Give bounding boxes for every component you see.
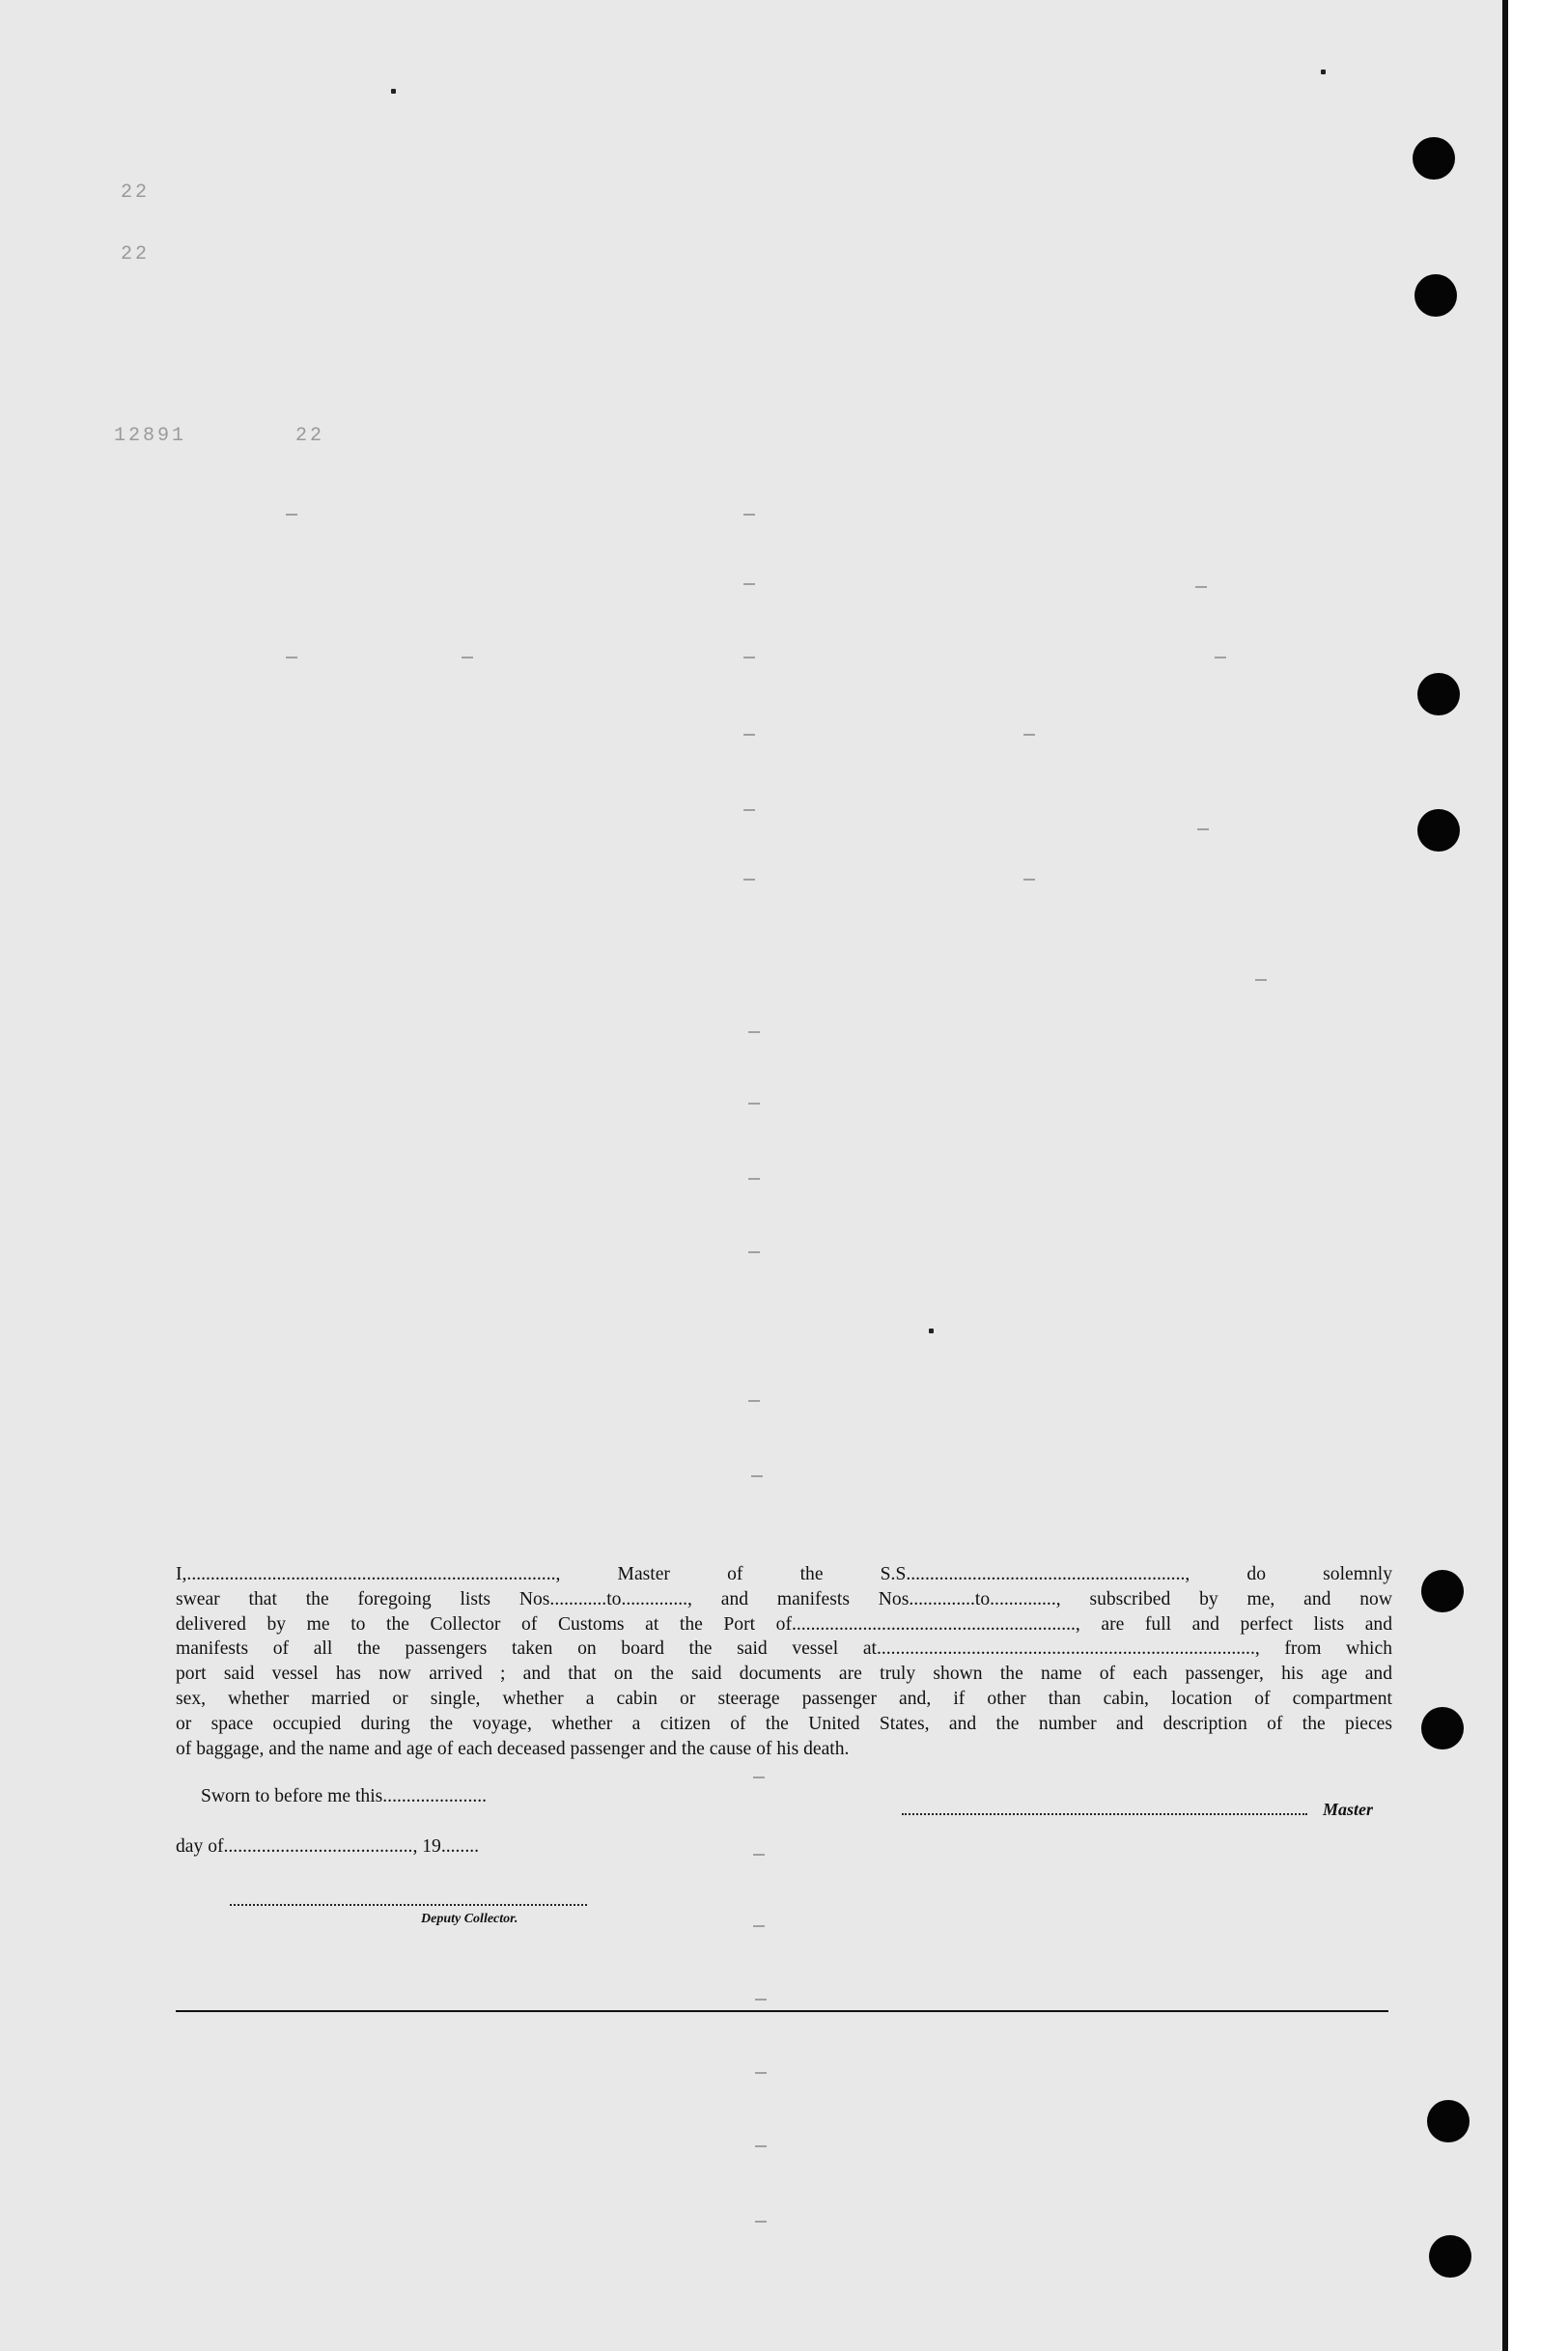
deputy-signature-line xyxy=(230,1904,587,1906)
faint-dash xyxy=(1023,879,1035,881)
master-signature-line xyxy=(902,1813,1307,1815)
oath-line: or space occupied during the voyage, whether a citizen of the United States, and the number and description of the pieces xyxy=(176,1713,1392,1734)
speck xyxy=(1321,70,1326,74)
faint-dash xyxy=(1215,657,1226,658)
faint-mark: 12891 xyxy=(114,425,187,447)
punch-hole xyxy=(1427,2100,1470,2142)
faint-dash xyxy=(748,1031,760,1033)
oath-line: manifests of all the passengers taken on board the said vessel at................................................................................, from which xyxy=(176,1638,1392,1660)
speck xyxy=(391,89,396,94)
faint-dash xyxy=(743,514,755,516)
faint-dash xyxy=(1195,586,1207,588)
punch-hole xyxy=(1421,1707,1464,1749)
sworn-label: Sworn to before me this...................... xyxy=(201,1786,488,1806)
punch-hole xyxy=(1414,274,1457,317)
day-label: day of........................................, 19........ xyxy=(176,1836,480,1857)
faint-dash xyxy=(748,1103,760,1105)
punch-hole xyxy=(1417,673,1460,715)
punch-hole xyxy=(1413,137,1455,180)
faint-dash xyxy=(753,1925,765,1927)
faint-dash xyxy=(1255,979,1267,981)
punch-hole xyxy=(1421,1570,1464,1612)
oath-paragraph xyxy=(176,1562,1392,1761)
faint-dash xyxy=(755,1999,767,2001)
punch-hole xyxy=(1429,2235,1471,2278)
faint-dash xyxy=(743,657,755,658)
faint-dash xyxy=(1023,734,1035,736)
faint-dash xyxy=(755,2072,767,2074)
faint-mark: 22 xyxy=(295,425,325,447)
faint-dash xyxy=(748,1178,760,1180)
faint-dash xyxy=(743,734,755,736)
faint-dash xyxy=(755,2145,767,2147)
faint-dash xyxy=(286,514,297,516)
faint-dash xyxy=(751,1475,763,1477)
horizontal-rule xyxy=(176,2010,1388,2012)
faint-dash xyxy=(462,657,473,658)
master-label: Master xyxy=(1323,1800,1374,1819)
oath-line: sex, whether married or single, whether a cabin or steerage passenger and, if other than cabin, location of compartment xyxy=(176,1688,1392,1709)
faint-dash xyxy=(743,583,755,585)
faint-dash xyxy=(753,1854,765,1856)
oath-line: port said vessel has now arrived ; and that on the said documents are truly shown the name of each passenger, his age and xyxy=(176,1664,1392,1685)
faint-mark: 22 xyxy=(121,182,151,204)
faint-dash xyxy=(743,809,755,811)
oath-line: I,.............................................................................., Master of the S.S..........................................................., do solemnly xyxy=(176,1564,1392,1584)
oath-line: swear that the foregoing lists Nos............to.............., and manifests Nos..............to.............., subscribed by me, and now xyxy=(176,1588,1392,1609)
punch-hole xyxy=(1417,809,1460,852)
deputy-collector-label: Deputy Collector. xyxy=(421,1912,518,1926)
faint-dash xyxy=(286,657,297,658)
faint-mark: 22 xyxy=(121,243,151,266)
faint-dash xyxy=(755,2221,767,2223)
speck xyxy=(929,1329,934,1333)
oath-line: of baggage, and the name and age of each deceased passenger and the cause of his death. xyxy=(176,1738,850,1759)
oath-line: delivered by me to the Collector of Customs at the Port of............................................................, are full and perfect lists and xyxy=(176,1613,1392,1635)
faint-dash xyxy=(743,879,755,881)
faint-dash xyxy=(748,1251,760,1253)
faint-dash xyxy=(748,1400,760,1402)
faint-dash xyxy=(753,1777,765,1778)
faint-dash xyxy=(1197,828,1209,830)
